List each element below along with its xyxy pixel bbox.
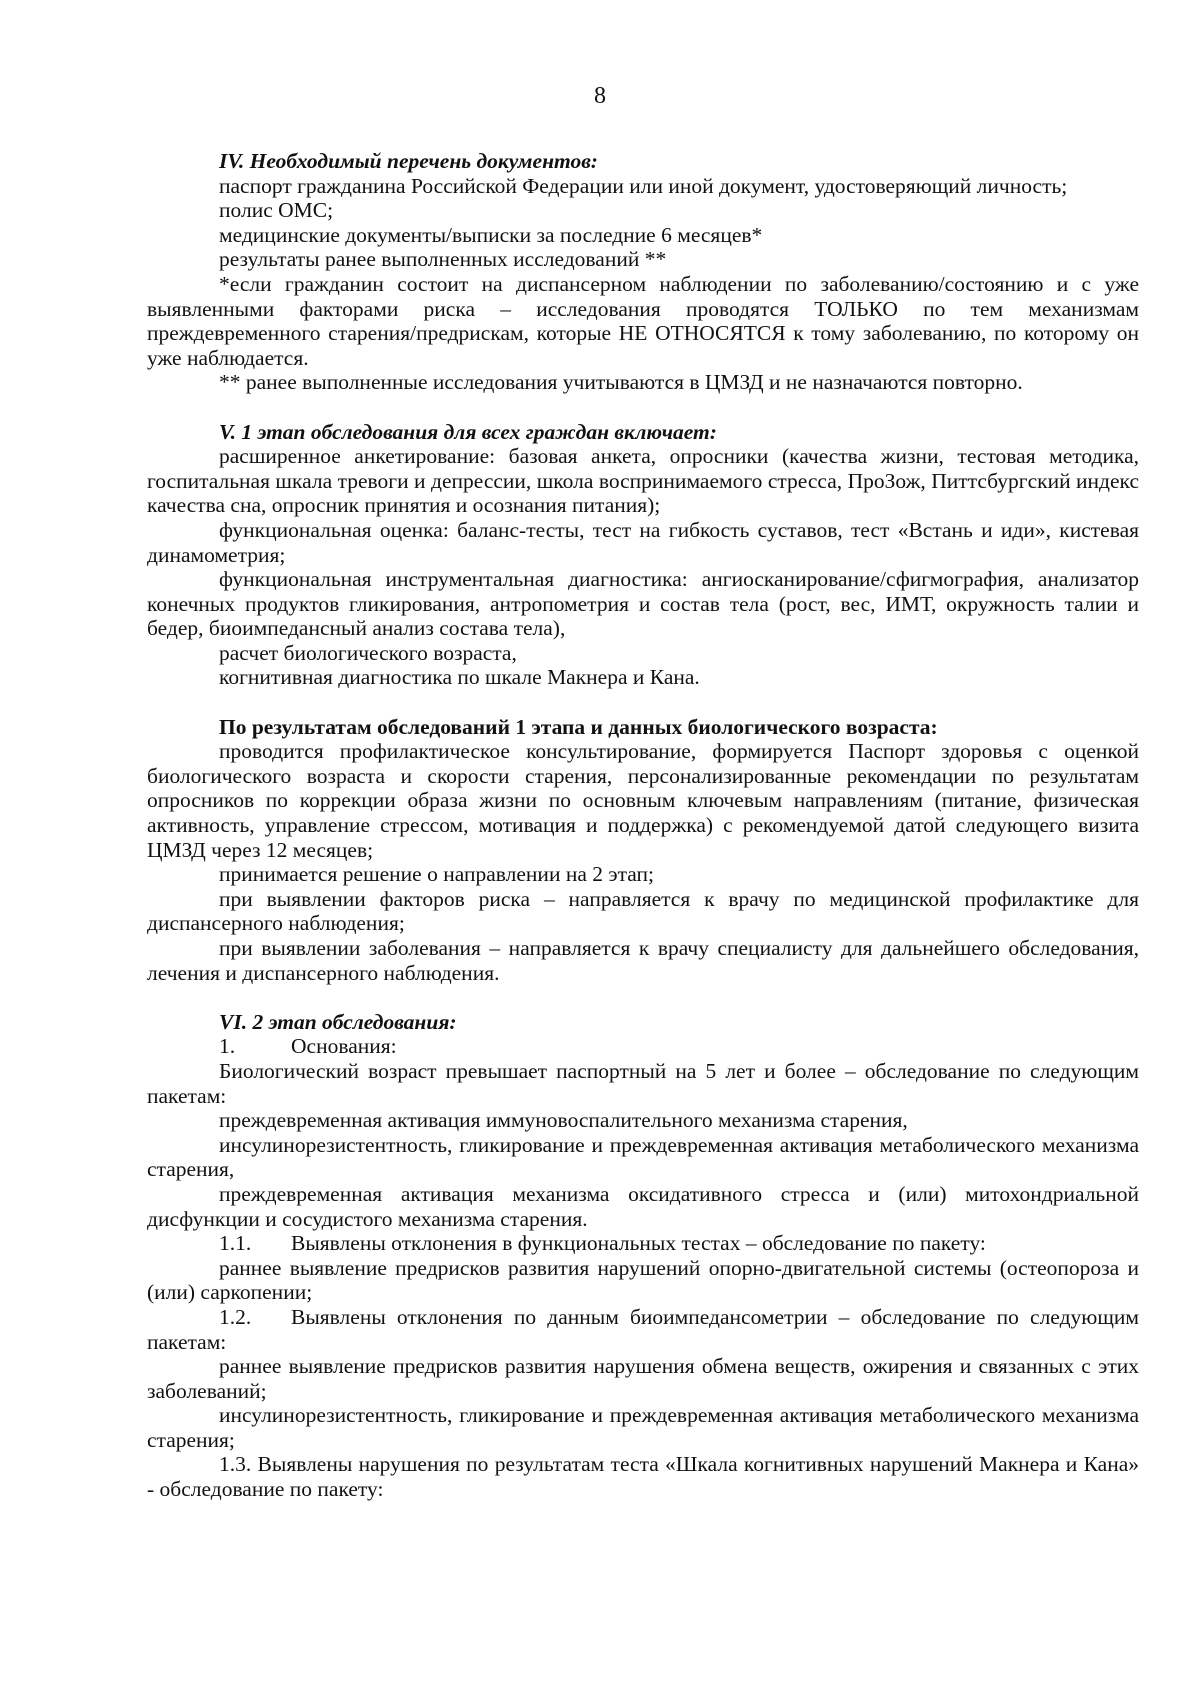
list-item: раннее выявление предрисков развития нарушений опорно-двигательной системы (остеопороза и (или) саркопении; <box>147 1255 1139 1305</box>
section-heading-stage-2: VI. 2 этап обследования: <box>219 1009 457 1034</box>
numbered-item-basis <box>147 1034 1139 1059</box>
paragraph: принимается решение о направлении на 2 этап; <box>219 862 654 887</box>
paragraph: медицинские документы/выписки за последние 6 месяцев* <box>219 222 763 247</box>
paragraph: полис ОМС; <box>219 198 334 223</box>
list-item: инсулинорезистентность, гликирование и преждевременная активация метаболического механизма старения, <box>147 1132 1139 1182</box>
numbered-item-1-1 <box>147 1231 1139 1256</box>
page-number: 8 <box>594 83 606 109</box>
list-item: преждевременная активация иммуновоспалительного механизма старения, <box>219 1108 908 1133</box>
paragraph: расчет биологического возраста, <box>219 640 517 665</box>
document-body <box>147 149 1139 1502</box>
item-text: Выявлены отклонения по данным биоимпедансометрии – обследование по следующим пакетам: <box>147 1304 1139 1354</box>
paragraph: когнитивная диагностика по шкале Макнера и Кана. <box>219 665 700 690</box>
footnote-paragraph: ** ранее выполненные исследования учитываются в ЦМЗД и не назначаются повторно. <box>219 370 1023 395</box>
paragraph: проводится профилактическое консультирование, формируется Паспорт здоровья с оценкой биологического возраста и скорости старения, персонализированные рекомендации по результатам опросников по коррекции образа жизни по основным ключевым направлениям (питание, физическая активность, управление стрессом, мотивация и поддержка) с рекомендуемой датой следующего визита ЦМЗД через 12 месяцев; <box>147 739 1139 862</box>
list-item: инсулинорезистентность, гликирование и преждевременная активация метаболического механизма старения; <box>147 1403 1139 1452</box>
paragraph: результаты ранее выполненных исследований ** <box>219 247 667 272</box>
item-label: Основания: <box>291 1034 397 1059</box>
paragraph: расширенное анкетирование: базовая анкета, опросники (качества жизни, тестовая методика, госпитальная шкала тревоги и депрессии, школа воспринимаемого стресса, ПроЗож, Питтсбургский индекс качества сна, опросник принятия и осознания питания); <box>147 444 1139 518</box>
list-item: преждевременная активация механизма оксидативного стресса и (или) митохондриальной дисфункции и сосудистого механизма старения. <box>147 1181 1139 1231</box>
item-number: 1.2. <box>219 1304 252 1329</box>
list-item: раннее выявление предрисков развития нарушения обмена веществ, ожирения и связанных с этих заболеваний; <box>147 1354 1139 1403</box>
paragraph: при выявлении заболевания – направляется к врачу специалисту для дальнейшего обследования, лечения и диспансерного наблюдения. <box>147 936 1139 985</box>
paragraph: функциональная инструментальная диагностика: ангиосканирование/сфигмография, анализатор конечных продуктов гликирования, антропометрия и состав тела (рост, вес, ИМТ, окружность талии и бедер, биоимпедансный анализ состава тела), <box>147 567 1139 641</box>
paragraph: функциональная оценка: баланс-тесты, тест на гибкость суставов, тест «Встань и иди», кистевая динамометрия; <box>147 517 1139 567</box>
item-number: 1. <box>219 1034 236 1059</box>
numbered-item-1-2 <box>147 1305 1139 1354</box>
paragraph: при выявлении факторов риска – направляется к врачу по медицинской профилактике для диспансерного наблюдения; <box>147 886 1139 936</box>
footnote-paragraph: *если гражданин состоит на диспансерном наблюдении по заболеванию/состоянию и с уже выявленными факторами риска – исследования проводятся ТОЛЬКО по тем механизмам преждевременного старения/предрискам, которые НЕ ОТНОСЯТСЯ к тому заболеванию, по которому он уже наблюдается. <box>147 271 1139 370</box>
item-number: 1.1. <box>219 1231 252 1256</box>
section-heading-stage-1: V. 1 этап обследования для всех граждан включает: <box>219 419 717 444</box>
section-heading-results: По результатам обследований 1 этапа и данных биологического возраста: <box>219 714 938 739</box>
section-heading-documents: IV. Необходимый перечень документов: <box>219 149 598 173</box>
paragraph: паспорт гражданина Российской Федерации или иной документ, удостоверяющий личность; <box>219 173 1068 198</box>
numbered-item-1-3: 1.3. Выявлены нарушения по результатам теста «Шкала когнитивных нарушений Макнера и Кана» - обследование по пакету: <box>147 1452 1139 1502</box>
paragraph: Биологический возраст превышает паспортный на 5 лет и более – обследование по следующим пакетам: <box>147 1058 1139 1108</box>
item-text: Выявлены отклонения в функциональных тестах – обследование по пакету: <box>291 1231 986 1256</box>
